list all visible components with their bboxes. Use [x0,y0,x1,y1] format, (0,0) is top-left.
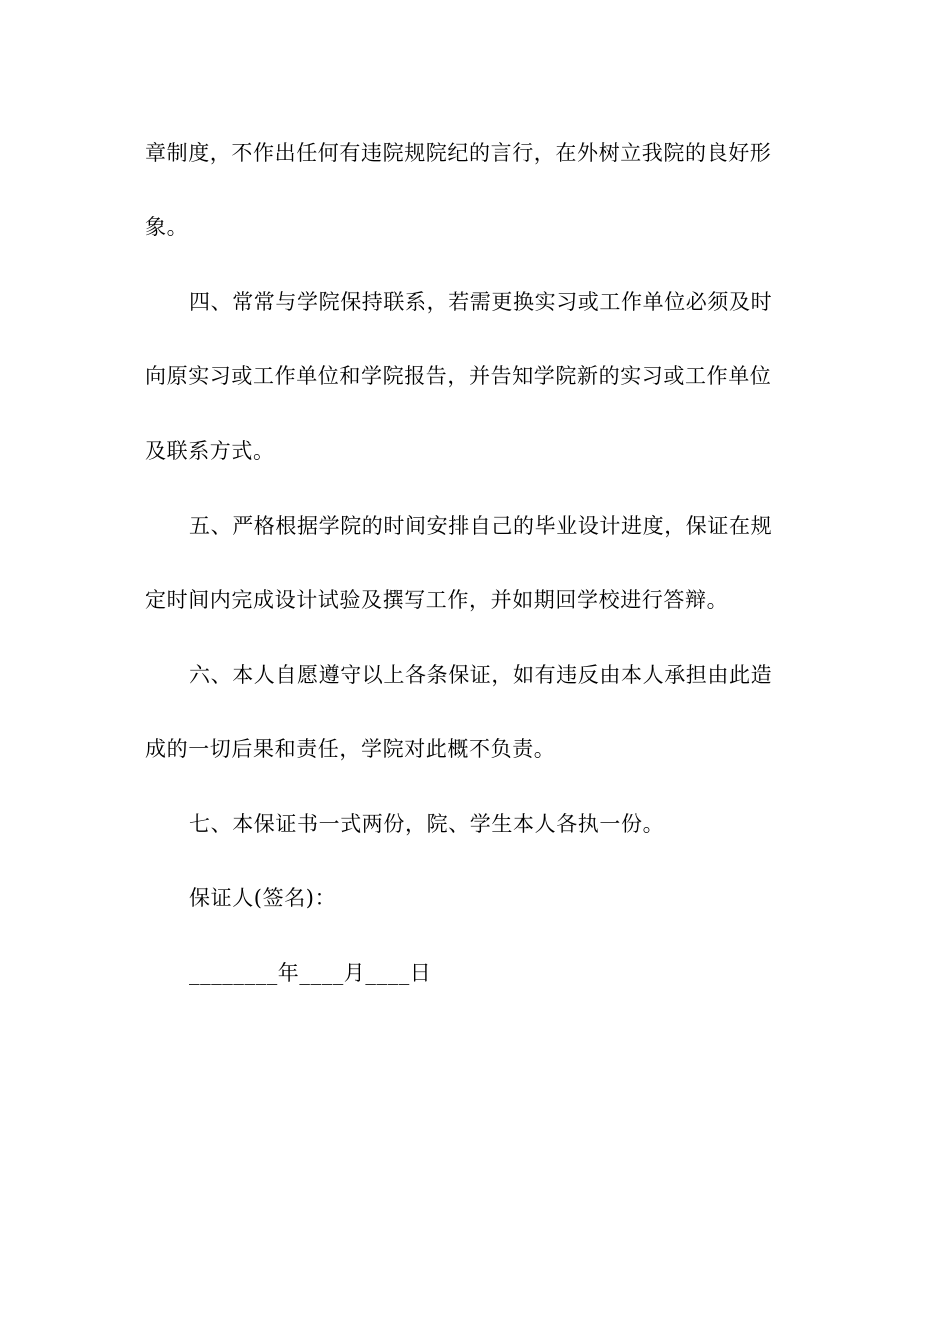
paragraph-6-line-2: 成的一切后果和责任，学院对此概不负责。 [145,737,556,761]
paragraph-5-line-1: 五、严格根据学院的时间安排自己的毕业设计进度，保证在规 [189,514,773,538]
paragraph-4-line-1: 四、常常与学院保持联系，若需更换实习或工作单位必须及时 [189,290,773,314]
paragraph-5-line-2: 定时间内完成设计试验及撰写工作，并如期回学校进行答辩。 [145,588,729,612]
paragraph-3-continuation-line-1: 章制度，不作出任何有违院规院纪的言行，在外树立我院的良好形 [145,141,772,165]
paragraph-7: 七、本保证书一式两份，院、学生本人各执一份。 [189,812,665,836]
paragraph-4-line-3: 及联系方式。 [145,439,275,463]
paragraph-4-line-2: 向原实习或工作单位和学院报告，并告知学院新的实习或工作单位 [145,364,772,388]
paragraph-6-line-1: 六、本人自愿遵守以上各条保证，如有违反由本人承担由此造 [189,663,773,687]
date-line: ________年____月____日 [189,961,432,985]
paragraph-3-continuation-line-2: 象。 [145,215,189,239]
signature-label: 保证人(签名)： [189,886,337,910]
